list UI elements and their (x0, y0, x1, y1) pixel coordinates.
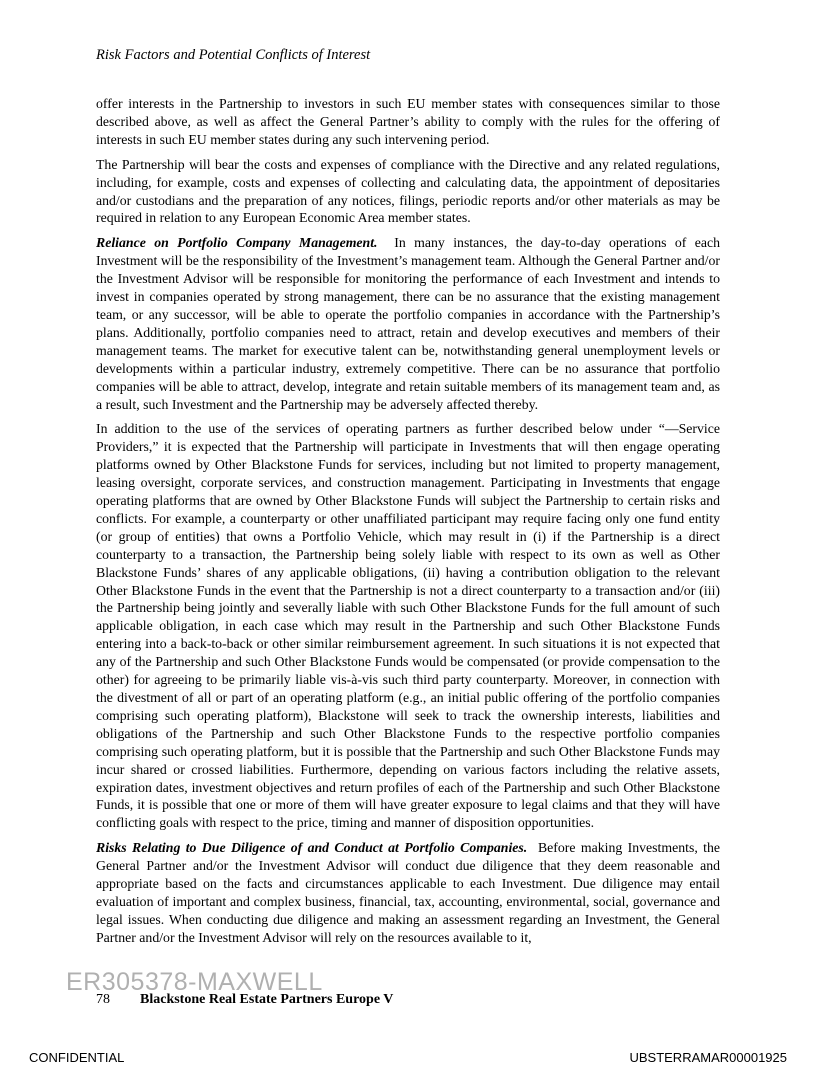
confidential-stamp: CONFIDENTIAL (29, 1050, 125, 1065)
page-footer (96, 992, 393, 1008)
paragraph (96, 95, 720, 149)
paragraph-text: In many instances, the day-to-day operations of each Investment will be the responsibility of the Investment’s management team. Although the General Partner and/or the Investment Advisor will be responsible for monitoring the performance of each Investment and intends to invest in companies operated by strong management, there can be no assurance that the existing management team, or any successor, will be able to operate the portfolio companies in accordance with the Partnership’s plans. Additionally, portfolio companies need to attract, retain and develop executives and members of their management teams. The market for executive talent can be, notwithstanding general unemployment levels or developments within a particular industry, extremely competitive. There can be no assurance that portfolio companies will be able to attract, develop, integrate and retain suitable members of its management team and, as a result, such Investment and the Partnership may be adversely affected thereby. (96, 235, 721, 412)
paragraph (96, 839, 720, 946)
body-text (96, 95, 720, 954)
section-heading: Risks Relating to Due Diligence of and Conduct at Portfolio Companies. (96, 840, 528, 856)
paragraph-text: offer interests in the Partnership to investors in such EU member states with consequences similar to those described above, as well as affect the General Partner’s ability to comply with the rules for the offering of interests in such EU member states during any such intervening period. (96, 96, 720, 147)
paragraph-text: In addition to the use of the services of operating partners as further described below under “—Service Providers,” it is expected that the Partnership will participate in Investments that will then engage operating platforms owned by Other Blackstone Funds for services, including but not limited to property management, leasing oversight, corporate services, and construction management. Participating in Investments that engage operating platforms that are owned by Other Blackstone Funds will subject the Partnership to certain risks and conflicts. For example, a counterparty or other unaffiliated participant may require facing only one fund entity (or group of entities) that owns a Portfolio Vehicle, which may result in (i) if the Partnership is a direct counterparty to a transaction, the Partnership being solely liable with respect to its own as well as Other Blackstone Funds’ shares of any applicable obligations, (ii) having a contribution obligation to the relevant Other Blackstone Funds in the event that the Partnership is not a direct counterparty to a transaction and/or (iii) the Partnership being jointly and severally liable with such Other Blackstone Funds for the full amount of such applicable obligation, in each case which may result in the Partnership and such Other Blackstone Funds entering into a back-to-back or other similar reimbursement agreement. In such situations it is not expected that any of the Partnership and such Other Blackstone Funds would be compensated (or provide compensation to the other) for agreeing to be primarily liable vis-à-vis such third party counterparty. Moreover, in connection with the divestment of all or part of an operating platform (e.g., an initial public offering of the portfolio companies comprising such operating platform), Blackstone will seek to track the ownership interests, liabilities and obligations of the Partnership and such Other Blackstone Funds to the respective portfolio companies comprising such operating platform, but it is possible that the Partnership and such Other Blackstone Funds may incur shared or crossed liabilities. Furthermore, depending on various factors including the relative assets, expiration dates, investment objectives and return profiles of each of the Partnership and such Other Blackstone Funds, it is possible that one or more of them will have greater exposure to legal claims and that they will have conflicting goals with respect to the price, timing and manner of disposition opportunities. (96, 421, 720, 831)
bates-number: UBSTERRAMAR00001925 (629, 1050, 787, 1065)
document-title: Blackstone Real Estate Partners Europe V (140, 992, 394, 1007)
paragraph (96, 420, 720, 832)
section-heading: Reliance on Portfolio Company Management. (96, 235, 378, 251)
running-header: Risk Factors and Potential Conflicts of Interest (96, 47, 371, 63)
watermark: ER305378-MAXWELL (66, 968, 323, 996)
paragraph (96, 156, 720, 228)
paragraph-text: Before making Investments, the General Partner and/or the Investment Advisor will conduct due diligence that they deem reasonable and appropriate based on the facts and circumstances applicable to each Investment. Due diligence may entail evaluation of important and complex business, financial, tax, accounting, environmental, social, governance and legal issues. When conducting due diligence and making an assessment regarding an Investment, the General Partner and/or the Investment Advisor will rely on the resources available to it, (96, 840, 720, 945)
page-number: 78 (96, 992, 110, 1007)
paragraph-text: The Partnership will bear the costs and expenses of compliance with the Directive and any related regulations, including, for example, costs and expenses of collecting and calculating data, the appointment of depositaries and/or custodians and the preparation of any notices, filings, periodic reports and/or other materials as may be required in relation to any European Economic Area member states. (96, 156, 720, 226)
paragraph (96, 234, 720, 413)
